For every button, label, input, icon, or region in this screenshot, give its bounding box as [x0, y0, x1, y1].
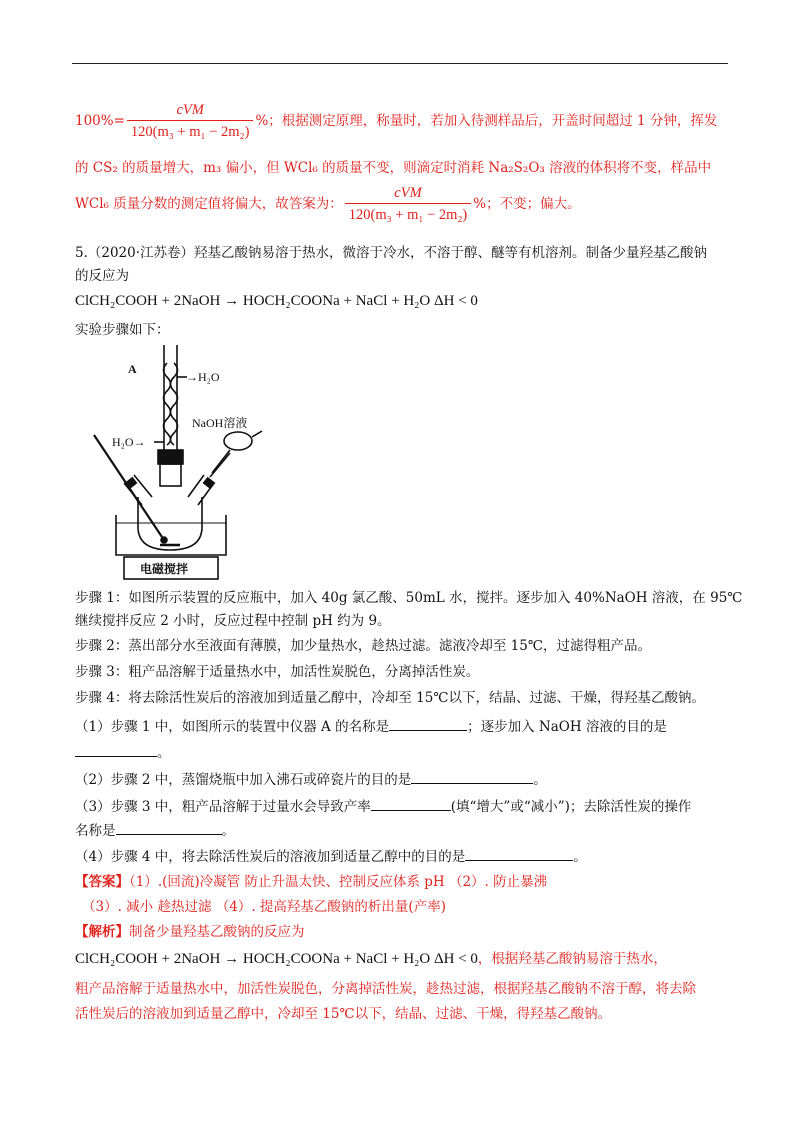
step-1b: 继续搅拌反应 2 小时，反应过程中控制 pH 约为 9。 — [75, 613, 391, 629]
steps-heading: 实验步骤如下： — [75, 322, 170, 338]
step-4: 步骤 4：将去除活性炭后的溶液加到适量乙醇中，冷却至 15℃以下，结晶、过滤、干燥，得羟基乙酸钠。 — [75, 690, 705, 706]
label-stirrer: 电磁搅拌 — [140, 562, 189, 576]
blank-4 — [371, 796, 451, 811]
analysis-line-3: 粗产品溶解于适量热水中，加活性炭脱色，分离掉活性炭，趁热过滤，根据羟基乙酸钠不溶于醇，将去除 — [75, 981, 696, 997]
header-rule — [72, 63, 728, 64]
analysis-tag: 【解析】 — [75, 924, 129, 940]
sub-question-1: （1）步骤 1 中，如图所示的装置中仪器 A 的名称是 ；逐步加入 NaOH 溶液的目的是 — [75, 716, 667, 737]
step-1a: 步骤 1：如图所示装置的反应瓶中，加入 40g 氯乙酸、50mL 水，搅拌。逐步加入 40%NaOH 溶液，在 95℃ — [75, 590, 743, 606]
sub-question-4: （4）步骤 4 中，将去除活性炭后的溶液加到适量乙醇中的目的是 。 — [75, 846, 587, 867]
step-2: 步骤 2：蒸出部分水至液面有薄膜，加少量热水，趁热过滤。滤液冷却至 15℃，过滤得粗产品。 — [75, 638, 651, 654]
label-water-in: H₂O→ — [112, 435, 146, 449]
analysis-line-1: 【解析】制备少量羟基乙酸钠的反应为 — [75, 924, 305, 940]
blank-6 — [465, 846, 573, 861]
analysis-line-2: ClCH₂COOH + 2NaOH → HOCH₂COONa + NaCl + H₂O ΔH < 0，根据羟基乙酸钠易溶于热水， — [75, 951, 667, 967]
apparatus-diagram — [80, 345, 265, 580]
step-3: 步骤 3：粗产品溶解于适量热水中，加活性炭脱色，分离掉活性炭。 — [75, 664, 480, 680]
top-line-2: 的 CS₂ 的质量增大，m₃ 偏小，但 WCl₆ 的质量不变，则滴定时消耗 Na₂S₂O₃ 溶液的体积将不变，样品中 — [75, 160, 712, 176]
question-intro-2: 的反应为 — [75, 268, 129, 284]
blank-1 — [389, 716, 467, 731]
answer-line-2: （3）. 减小 趁热过滤 （4）. 提高羟基乙酸钠的析出量(产率) — [82, 899, 446, 915]
sub-question-2: （2）步骤 2 中，蒸馏烧瓶中加入沸石或碎瓷片的目的是 。 — [75, 769, 547, 790]
reaction-equation: ClCH₂COOH + 2NaOH → HOCH₂COONa + NaCl + H₂O ΔH < 0 — [75, 293, 478, 309]
label-A: A — [128, 362, 137, 376]
label-naoh: NaOH溶液 — [192, 416, 248, 430]
answer-tag: 【答案】 — [75, 874, 129, 890]
top-line-3: WCl₆ 质量分数的测定值将偏大，故答案为： $\frac{\text{cVM}}{\text{120(m₃ + m₁ − 2m₂)}}$ %；不变；偏大。 — [75, 183, 581, 226]
sub-question-1-cont: 。 — [75, 742, 171, 763]
top-line-1: 100%= $\frac{\text{cVM}}{\text{120(m₃ + m₁ − 2m₂)}}$ %；根据测定原理，称量时，若加入待测样品后，开盖时间超过 1 分钟，挥发 — [75, 100, 717, 143]
analysis-line-4: 活性炭后的溶液加到适量乙醇中，冷却至 15℃以下，结晶、过滤、干燥，得羟基乙酸钠。 — [75, 1006, 612, 1022]
fraction-1: $\frac{\text{cVM}}{\text{120(m₃ + m₁ − 2m₂)}}$ — [127, 100, 254, 143]
label-water-out: →H₂O — [186, 370, 220, 384]
question-intro-1: 5.（2020·江苏卷）羟基乙酸钠易溶于热水，微溶于冷水，不溶于醇、醚等有机溶剂。制备少量羟基乙酸钠 — [75, 245, 708, 261]
sub-question-3-cont: 名称是 。 — [75, 820, 235, 841]
blank-5 — [116, 820, 222, 835]
answer-line-1: 【答案】（1）.(回流)冷凝管 防止升温太快、控制反应体系 pH （2）. 防止暴沸 — [75, 874, 548, 890]
blank-3 — [411, 769, 533, 784]
sub-question-3: （3）步骤 3 中，粗产品溶解于过量水会导致产率 (填“增大”或“减小”)；去除活性炭的操作 — [75, 796, 691, 817]
blank-2 — [75, 742, 157, 757]
fraction-2: $\frac{\text{cVM}}{\text{120(m₃ + m₁ − 2m₂)}}$ — [345, 183, 472, 226]
